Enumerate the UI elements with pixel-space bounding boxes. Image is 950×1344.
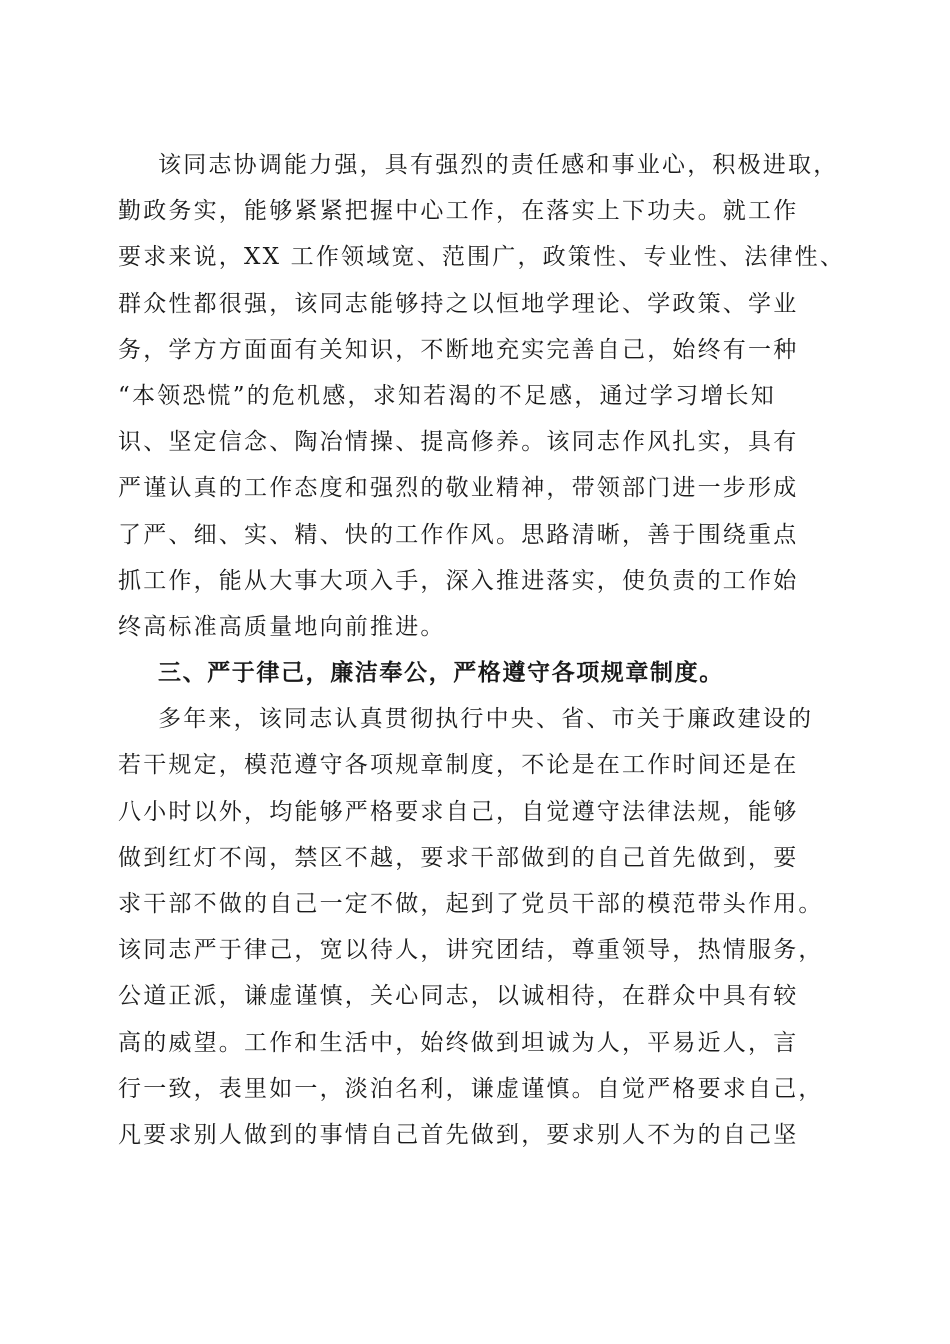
paragraph-work-style [118, 142, 858, 650]
text-line: 该同志严于律己，宽以待人，讲究团结，尊重领导，热情服务， [118, 937, 824, 964]
text-line: 该同志协调能力强，具有强烈的责任感和事业心，积极进取， [158, 152, 839, 178]
text-line: 凡要求别人做到的事情自己首先做到，要求别人不为的自己坚 [118, 1121, 799, 1148]
text-line: 严谨认真的工作态度和强烈的敬业精神，带领部门进一步形成 [118, 475, 799, 502]
text-line: “本领恐慌”的危机感，求知若渴的不足感，通过学习增长知 [118, 382, 776, 409]
text-line: 了严、细、实、精、快的工作作风。思路清晰，善于围绕重点 [118, 521, 799, 548]
text-line: 识、坚定信念、陶冶情操、提高修养。该同志作风扎实，具有 [118, 429, 799, 456]
text-line: 要求来说，XX 工作领域宽、范围广，政策性、专业性、法律性、 [118, 244, 846, 271]
text-line: 若干规定，模范遵守各项规章制度，不论是在工作时间还是在 [118, 752, 799, 779]
text-line: 八小时以外，均能够严格要求自己，自觉遵守法律法规，能够 [118, 798, 799, 825]
text-line: 群众性都很强，该同志能够持之以恒地学理论、学政策、学业 [118, 290, 799, 317]
paragraph-integrity [118, 696, 858, 1158]
text-line: 公道正派，谦虚谨慎，关心同志，以诚相待，在群众中具有较 [118, 983, 799, 1010]
text-line: 高的威望。工作和生活中，始终做到坦诚为人，平易近人，言 [118, 1029, 799, 1056]
text-line: 终高标准高质量地向前推进。 [118, 613, 446, 640]
text-line: 勤政务实，能够紧紧把握中心工作，在落实上下功夫。就工作 [118, 198, 799, 225]
text-line: 行一致，表里如一，淡泊名利，谦虚谨慎。自觉严格要求自己， [118, 1075, 824, 1102]
section-heading: 三、严于律己，廉洁奉公，严格遵守各项规章制度。 [158, 660, 724, 687]
text-line: 务，学方方面面有关知识，不断地充实完善自己，始终有一种 [118, 336, 799, 363]
text-line: 多年来，该同志认真贯彻执行中央、省、市关于廉政建设的 [158, 706, 814, 733]
text-line: 求干部不做的自己一定不做，起到了党员干部的模范带头作用。 [118, 891, 824, 917]
text-line: 做到红灯不闯，禁区不越，要求干部做到的自己首先做到，要 [118, 844, 799, 871]
text-line: 抓工作，能从大事大项入手，深入推进落实，使负责的工作始 [118, 567, 799, 594]
document-body [118, 142, 858, 1158]
